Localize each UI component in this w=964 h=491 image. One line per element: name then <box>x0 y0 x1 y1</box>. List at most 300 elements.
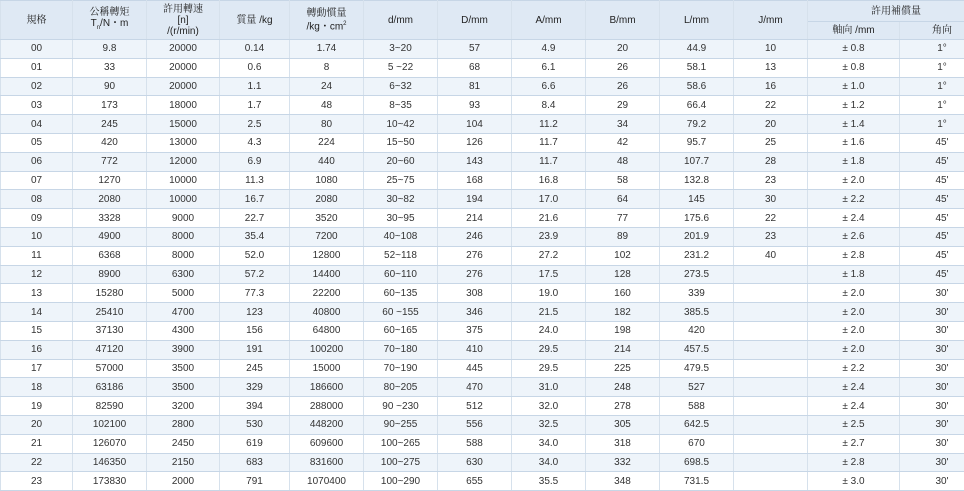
cell-D: 194 <box>438 190 512 209</box>
cell-speed: 2450 <box>147 434 220 453</box>
cell-B: 160 <box>586 284 660 303</box>
cell-L: 420 <box>660 321 734 340</box>
cell-axial: ± 2.7 <box>808 434 900 453</box>
cell-d: 60~165 <box>364 321 438 340</box>
header-torque-line1: 公稱轉矩 <box>73 7 146 18</box>
cell-angular: 45' <box>900 246 964 265</box>
cell-D: 276 <box>438 246 512 265</box>
cell-axial: ± 2.6 <box>808 227 900 246</box>
cell-J: 20 <box>734 115 808 134</box>
table-row <box>1 397 964 416</box>
cell-d: 5 ~22 <box>364 58 438 77</box>
cell-model: 12 <box>1 265 73 284</box>
cell-B: 348 <box>586 472 660 491</box>
cell-mass: 22.7 <box>220 209 290 228</box>
cell-model: 16 <box>1 340 73 359</box>
cell-model: 06 <box>1 152 73 171</box>
cell-angular: 30' <box>900 303 964 322</box>
cell-axial: ± 2.0 <box>808 171 900 190</box>
cell-angular: 30' <box>900 378 964 397</box>
cell-D: 246 <box>438 227 512 246</box>
cell-L: 479.5 <box>660 359 734 378</box>
cell-J: 10 <box>734 40 808 59</box>
cell-B: 248 <box>586 378 660 397</box>
cell-axial: ± 2.0 <box>808 284 900 303</box>
cell-angular: 30' <box>900 321 964 340</box>
cell-axial: ± 2.4 <box>808 397 900 416</box>
table-row <box>1 472 964 491</box>
table-row <box>1 115 964 134</box>
cell-axial: ± 1.8 <box>808 265 900 284</box>
cell-angular: 30' <box>900 340 964 359</box>
cell-axial: ± 3.0 <box>808 472 900 491</box>
table-row <box>1 434 964 453</box>
cell-D: 512 <box>438 397 512 416</box>
cell-torque: 33 <box>73 58 147 77</box>
header-axial: 軸向 /mm <box>808 22 900 40</box>
cell-speed: 20000 <box>147 77 220 96</box>
cell-A: 27.2 <box>512 246 586 265</box>
cell-torque: 126070 <box>73 434 147 453</box>
cell-axial: ± 1.0 <box>808 77 900 96</box>
cell-angular: 45' <box>900 209 964 228</box>
cell-torque: 37130 <box>73 321 147 340</box>
cell-model: 21 <box>1 434 73 453</box>
cell-d: 70~190 <box>364 359 438 378</box>
cell-mass: 394 <box>220 397 290 416</box>
cell-B: 20 <box>586 40 660 59</box>
header-torque-t: T <box>91 18 97 29</box>
cell-axial: ± 1.8 <box>808 152 900 171</box>
cell-speed: 8000 <box>147 246 220 265</box>
table-row <box>1 133 964 152</box>
cell-mass: 156 <box>220 321 290 340</box>
cell-D: 346 <box>438 303 512 322</box>
cell-L: 58.6 <box>660 77 734 96</box>
cell-A: 4.9 <box>512 40 586 59</box>
table-row <box>1 209 964 228</box>
cell-inertia: 440 <box>290 152 364 171</box>
cell-d: 60~135 <box>364 284 438 303</box>
cell-model: 00 <box>1 40 73 59</box>
cell-torque: 6368 <box>73 246 147 265</box>
cell-L: 145 <box>660 190 734 209</box>
header-compensation: 許用補償量 <box>808 1 964 22</box>
cell-torque: 63186 <box>73 378 147 397</box>
cell-A: 32.5 <box>512 415 586 434</box>
cell-axial: ± 2.0 <box>808 321 900 340</box>
cell-D: 104 <box>438 115 512 134</box>
cell-model: 14 <box>1 303 73 322</box>
cell-angular: 45' <box>900 227 964 246</box>
cell-B: 42 <box>586 133 660 152</box>
cell-D: 168 <box>438 171 512 190</box>
cell-model: 03 <box>1 96 73 115</box>
cell-axial: ± 2.2 <box>808 359 900 378</box>
cell-A: 11.2 <box>512 115 586 134</box>
cell-L: 731.5 <box>660 472 734 491</box>
cell-L: 670 <box>660 434 734 453</box>
cell-d: 8~35 <box>364 96 438 115</box>
cell-J: 23 <box>734 171 808 190</box>
cell-angular: 1° <box>900 77 964 96</box>
cell-d: 52~118 <box>364 246 438 265</box>
cell-inertia: 7200 <box>290 227 364 246</box>
cell-L: 132.8 <box>660 171 734 190</box>
cell-A: 19.0 <box>512 284 586 303</box>
cell-torque: 772 <box>73 152 147 171</box>
cell-d: 100~275 <box>364 453 438 472</box>
cell-angular: 45' <box>900 265 964 284</box>
cell-J: 16 <box>734 77 808 96</box>
cell-A: 35.5 <box>512 472 586 491</box>
cell-d: 40~108 <box>364 227 438 246</box>
cell-L: 95.7 <box>660 133 734 152</box>
cell-model: 18 <box>1 378 73 397</box>
cell-axial: ± 2.4 <box>808 209 900 228</box>
cell-mass: 245 <box>220 359 290 378</box>
cell-torque: 420 <box>73 133 147 152</box>
cell-mass: 16.7 <box>220 190 290 209</box>
cell-d: 60~110 <box>364 265 438 284</box>
cell-torque: 245 <box>73 115 147 134</box>
cell-D: 375 <box>438 321 512 340</box>
table-row <box>1 171 964 190</box>
cell-mass: 191 <box>220 340 290 359</box>
cell-D: 93 <box>438 96 512 115</box>
cell-mass: 2.5 <box>220 115 290 134</box>
cell-angular: 1° <box>900 115 964 134</box>
cell-inertia: 12800 <box>290 246 364 265</box>
cell-axial: ± 2.5 <box>808 415 900 434</box>
cell-inertia: 1070400 <box>290 472 364 491</box>
cell-inertia: 186600 <box>290 378 364 397</box>
cell-A: 21.6 <box>512 209 586 228</box>
cell-A: 34.0 <box>512 453 586 472</box>
header-model: 規格 <box>1 1 73 40</box>
cell-model: 22 <box>1 453 73 472</box>
cell-torque: 3328 <box>73 209 147 228</box>
cell-model: 04 <box>1 115 73 134</box>
cell-A: 11.7 <box>512 152 586 171</box>
cell-D: 68 <box>438 58 512 77</box>
cell-inertia: 64800 <box>290 321 364 340</box>
table-row <box>1 227 964 246</box>
header-inertia-line2 <box>290 19 363 32</box>
cell-D: 655 <box>438 472 512 491</box>
cell-mass: 0.6 <box>220 58 290 77</box>
cell-d: 15~50 <box>364 133 438 152</box>
cell-angular: 45' <box>900 171 964 190</box>
cell-A: 32.0 <box>512 397 586 416</box>
cell-speed: 4300 <box>147 321 220 340</box>
cell-speed: 3200 <box>147 397 220 416</box>
cell-speed: 3900 <box>147 340 220 359</box>
table-row <box>1 340 964 359</box>
cell-angular: 30' <box>900 434 964 453</box>
cell-B: 318 <box>586 434 660 453</box>
cell-B: 128 <box>586 265 660 284</box>
cell-A: 17.5 <box>512 265 586 284</box>
header-inertia-sup: 2 <box>343 21 346 27</box>
cell-inertia: 14400 <box>290 265 364 284</box>
header-torque-sub: n <box>97 25 100 31</box>
cell-J <box>734 340 808 359</box>
cell-model: 09 <box>1 209 73 228</box>
cell-axial: ± 2.0 <box>808 303 900 322</box>
cell-model: 07 <box>1 171 73 190</box>
cell-A: 16.8 <box>512 171 586 190</box>
table-row <box>1 190 964 209</box>
cell-model: 17 <box>1 359 73 378</box>
cell-J: 25 <box>734 133 808 152</box>
cell-axial: ± 1.6 <box>808 133 900 152</box>
cell-torque: 9.8 <box>73 40 147 59</box>
cell-A: 34.0 <box>512 434 586 453</box>
cell-L: 588 <box>660 397 734 416</box>
cell-d: 25~75 <box>364 171 438 190</box>
cell-mass: 52.0 <box>220 246 290 265</box>
table-row <box>1 246 964 265</box>
header-torque <box>73 1 147 40</box>
cell-L: 457.5 <box>660 340 734 359</box>
cell-model: 23 <box>1 472 73 491</box>
cell-J <box>734 321 808 340</box>
cell-axial: ± 0.8 <box>808 58 900 77</box>
header-inertia-line1: 轉動慣量 <box>290 8 363 19</box>
cell-angular: 1° <box>900 96 964 115</box>
cell-d: 100~265 <box>364 434 438 453</box>
cell-D: 214 <box>438 209 512 228</box>
cell-d: 30~95 <box>364 209 438 228</box>
cell-speed: 2150 <box>147 453 220 472</box>
cell-A: 29.5 <box>512 359 586 378</box>
cell-d: 30~82 <box>364 190 438 209</box>
cell-inertia: 1080 <box>290 171 364 190</box>
cell-model: 20 <box>1 415 73 434</box>
cell-model: 05 <box>1 133 73 152</box>
cell-B: 102 <box>586 246 660 265</box>
cell-A: 6.1 <box>512 58 586 77</box>
cell-speed: 18000 <box>147 96 220 115</box>
cell-speed: 20000 <box>147 40 220 59</box>
cell-L: 339 <box>660 284 734 303</box>
cell-mass: 1.7 <box>220 96 290 115</box>
cell-mass: 791 <box>220 472 290 491</box>
cell-torque: 102100 <box>73 415 147 434</box>
cell-D: 630 <box>438 453 512 472</box>
table-row <box>1 321 964 340</box>
cell-J <box>734 303 808 322</box>
cell-mass: 6.9 <box>220 152 290 171</box>
cell-L: 527 <box>660 378 734 397</box>
cell-d: 3~20 <box>364 40 438 59</box>
cell-A: 21.5 <box>512 303 586 322</box>
cell-torque: 90 <box>73 77 147 96</box>
cell-J: 40 <box>734 246 808 265</box>
cell-inertia: 24 <box>290 77 364 96</box>
cell-model: 01 <box>1 58 73 77</box>
cell-J <box>734 359 808 378</box>
header-inertia <box>290 1 364 40</box>
cell-B: 332 <box>586 453 660 472</box>
cell-torque: 1270 <box>73 171 147 190</box>
header-J: J/mm <box>734 1 808 40</box>
cell-axial: ± 2.0 <box>808 340 900 359</box>
cell-L: 642.5 <box>660 415 734 434</box>
header-D: D/mm <box>438 1 512 40</box>
cell-L: 231.2 <box>660 246 734 265</box>
cell-A: 23.9 <box>512 227 586 246</box>
cell-B: 278 <box>586 397 660 416</box>
cell-J: 13 <box>734 58 808 77</box>
cell-A: 29.5 <box>512 340 586 359</box>
cell-model: 13 <box>1 284 73 303</box>
cell-angular: 1° <box>900 40 964 59</box>
cell-d: 6~32 <box>364 77 438 96</box>
header-angular: 角向 <box>900 22 964 40</box>
cell-B: 26 <box>586 77 660 96</box>
cell-J <box>734 378 808 397</box>
cell-B: 305 <box>586 415 660 434</box>
table-row <box>1 359 964 378</box>
cell-J <box>734 265 808 284</box>
cell-d: 90 ~230 <box>364 397 438 416</box>
cell-torque: 15280 <box>73 284 147 303</box>
header-A: A/mm <box>512 1 586 40</box>
cell-inertia: 831600 <box>290 453 364 472</box>
cell-torque: 4900 <box>73 227 147 246</box>
table-header <box>1 1 964 40</box>
table-row <box>1 303 964 322</box>
table-row <box>1 415 964 434</box>
cell-inertia: 15000 <box>290 359 364 378</box>
cell-speed: 12000 <box>147 152 220 171</box>
cell-angular: 45' <box>900 133 964 152</box>
cell-torque: 82590 <box>73 397 147 416</box>
cell-L: 66.4 <box>660 96 734 115</box>
cell-torque: 47120 <box>73 340 147 359</box>
table-row <box>1 284 964 303</box>
table-row <box>1 265 964 284</box>
cell-axial: ± 2.8 <box>808 246 900 265</box>
cell-B: 26 <box>586 58 660 77</box>
table-row <box>1 40 964 59</box>
cell-L: 273.5 <box>660 265 734 284</box>
cell-torque: 173830 <box>73 472 147 491</box>
cell-mass: 683 <box>220 453 290 472</box>
header-torque-unit: /N・m <box>100 18 128 29</box>
cell-speed: 10000 <box>147 171 220 190</box>
cell-torque: 2080 <box>73 190 147 209</box>
cell-B: 34 <box>586 115 660 134</box>
cell-mass: 35.4 <box>220 227 290 246</box>
header-mass: 質量 /kg <box>220 1 290 40</box>
cell-A: 6.6 <box>512 77 586 96</box>
cell-d: 60 ~155 <box>364 303 438 322</box>
cell-torque: 146350 <box>73 453 147 472</box>
cell-speed: 2800 <box>147 415 220 434</box>
cell-axial: ± 1.2 <box>808 96 900 115</box>
header-d: d/mm <box>364 1 438 40</box>
cell-inertia: 3520 <box>290 209 364 228</box>
cell-angular: 30' <box>900 397 964 416</box>
cell-L: 201.9 <box>660 227 734 246</box>
cell-speed: 8000 <box>147 227 220 246</box>
cell-speed: 3500 <box>147 378 220 397</box>
cell-speed: 4700 <box>147 303 220 322</box>
cell-B: 29 <box>586 96 660 115</box>
cell-A: 17.0 <box>512 190 586 209</box>
cell-model: 15 <box>1 321 73 340</box>
cell-mass: 329 <box>220 378 290 397</box>
cell-axial: ± 2.4 <box>808 378 900 397</box>
cell-speed: 6300 <box>147 265 220 284</box>
cell-J <box>734 415 808 434</box>
cell-inertia: 609600 <box>290 434 364 453</box>
cell-d: 90~255 <box>364 415 438 434</box>
cell-L: 107.7 <box>660 152 734 171</box>
cell-D: 445 <box>438 359 512 378</box>
cell-L: 385.5 <box>660 303 734 322</box>
cell-inertia: 288000 <box>290 397 364 416</box>
cell-d: 10~42 <box>364 115 438 134</box>
header-speed-line1: 許用轉速 <box>147 4 219 15</box>
cell-mass: 0.14 <box>220 40 290 59</box>
header-B: B/mm <box>586 1 660 40</box>
cell-inertia: 48 <box>290 96 364 115</box>
cell-J <box>734 453 808 472</box>
cell-d: 80~205 <box>364 378 438 397</box>
header-inertia-unit: /kg・cm <box>306 21 343 32</box>
cell-J <box>734 472 808 491</box>
cell-speed: 10000 <box>147 190 220 209</box>
header-torque-line2 <box>73 18 146 34</box>
cell-mass: 57.2 <box>220 265 290 284</box>
header-speed-line3: /(r/min) <box>147 26 219 37</box>
cell-torque: 173 <box>73 96 147 115</box>
header-L: L/mm <box>660 1 734 40</box>
cell-angular: 30' <box>900 415 964 434</box>
cell-mass: 619 <box>220 434 290 453</box>
cell-B: 198 <box>586 321 660 340</box>
cell-B: 58 <box>586 171 660 190</box>
cell-J <box>734 284 808 303</box>
cell-mass: 77.3 <box>220 284 290 303</box>
cell-inertia: 224 <box>290 133 364 152</box>
cell-angular: 1° <box>900 58 964 77</box>
cell-axial: ± 2.8 <box>808 453 900 472</box>
cell-L: 44.9 <box>660 40 734 59</box>
cell-angular: 45' <box>900 152 964 171</box>
cell-d: 70~180 <box>364 340 438 359</box>
cell-A: 31.0 <box>512 378 586 397</box>
cell-axial: ± 2.2 <box>808 190 900 209</box>
cell-angular: 45' <box>900 190 964 209</box>
cell-B: 64 <box>586 190 660 209</box>
cell-B: 182 <box>586 303 660 322</box>
cell-speed: 2000 <box>147 472 220 491</box>
cell-model: 19 <box>1 397 73 416</box>
cell-J: 28 <box>734 152 808 171</box>
cell-J: 23 <box>734 227 808 246</box>
cell-A: 24.0 <box>512 321 586 340</box>
cell-A: 11.7 <box>512 133 586 152</box>
table-body <box>1 40 964 491</box>
cell-mass: 11.3 <box>220 171 290 190</box>
cell-inertia: 80 <box>290 115 364 134</box>
table-row <box>1 96 964 115</box>
